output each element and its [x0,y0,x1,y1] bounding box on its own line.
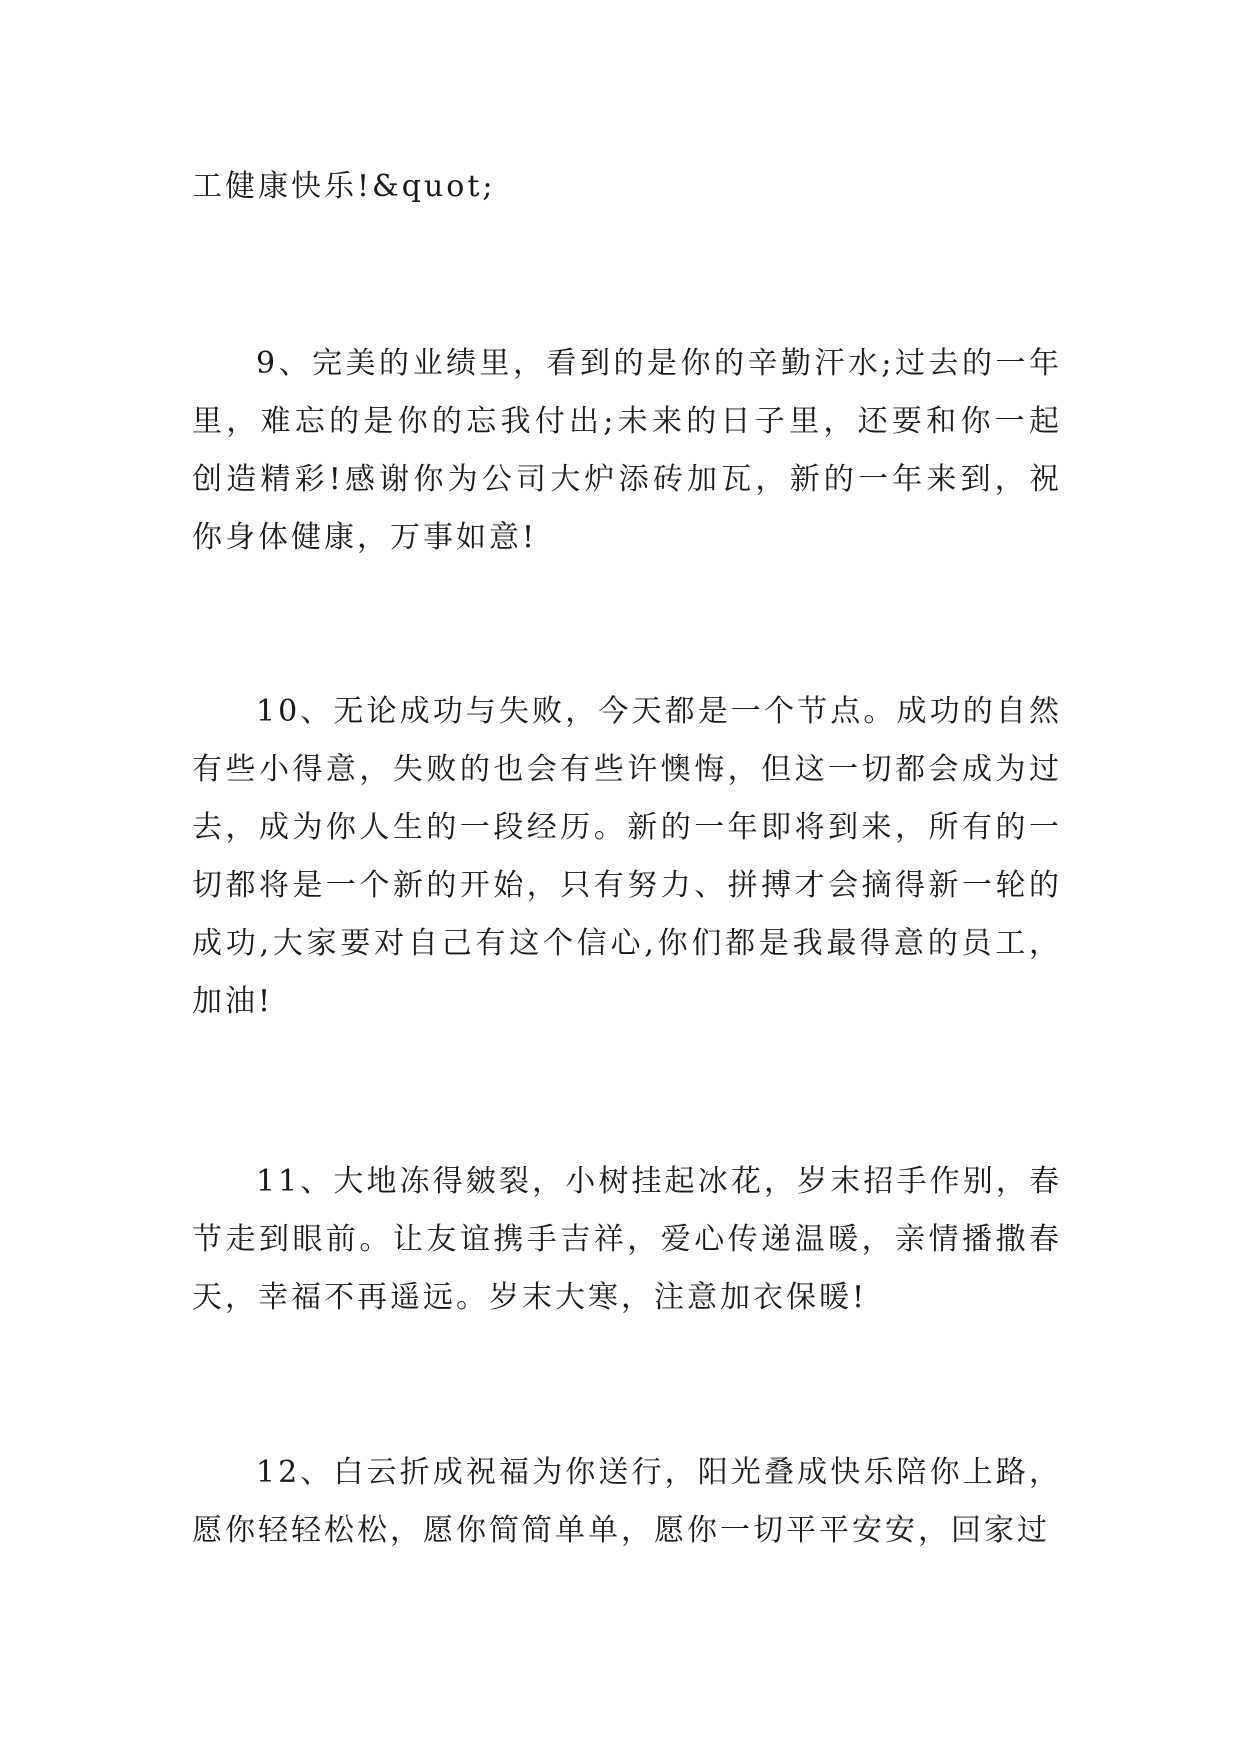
paragraph-10: 10、无论成功与失败，今天都是一个节点。成功的自然有些小得意，失败的也会有些许懊悔，但这一切都会成为过去，成为你人生的一段经历。新的一年即将到来，所有的一切都将是一个新的开始，只有努力、拼搏才会摘得新一轮的成功,大家要对自己有这个信心,你们都是我最得意的员工，加油! [192,694,1062,1019]
paragraph-12: 12、白云折成祝福为你送行，阳光叠成快乐陪你上路，愿你轻轻松松，愿你简简单单，愿你一切平平安安，回家过 [192,1455,1062,1548]
paragraph-9: 9、完美的业绩里，看到的是你的辛勤汗水;过去的一年里，难忘的是你的忘我付出;未来的日子里，还要和你一起创造精彩!感谢你为公司大炉添砖加瓦，新的一年来到，祝你身体健康，万事如意! [192,346,1062,555]
paragraph-continuation: 工健康快乐!&quot; [192,169,496,204]
paragraph-11: 11、大地冻得皴裂，小树挂起冰花，岁末招手作别，春节走到眼前。让友谊携手吉祥，爱心传递温暖，亲情播撒春天，幸福不再遥远。岁末大寒，注意加衣保暖! [192,1164,1062,1315]
